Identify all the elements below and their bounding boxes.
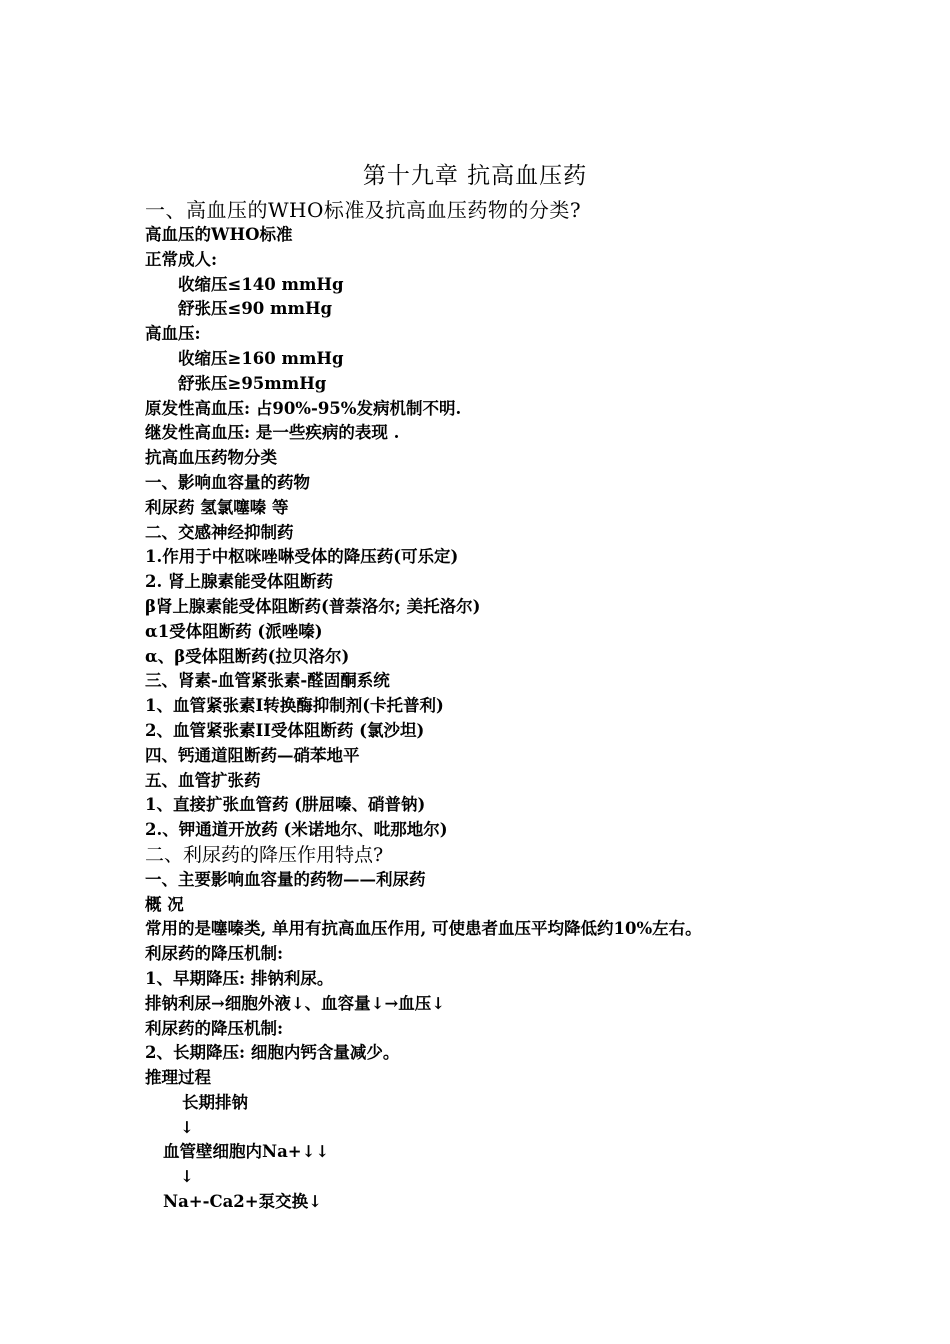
text-line: 2、长期降压: 细胞内钙含量减少。 [145,1043,400,1063]
text-line: 利尿药 氢氯噻嗪 等 [145,497,289,517]
text-line: 一、影响血容量的药物 [145,472,310,492]
text-line: 收缩压≤140 mmHg [178,274,344,294]
text-line: α1受体阻断药 (派唑嗪) [145,621,323,641]
text-line: 1、早期降压: 排钠利尿。 [145,968,334,988]
text-line: 推理过程 [145,1068,211,1088]
text-line: 1、直接扩张血管药 (肼屈嗪、硝普钠) [145,795,426,815]
text-line: 2. 肾上腺素能受体阻断药 [145,572,333,592]
text-line: β肾上腺素能受体阻断药(普萘洛尔; 美托洛尔) [145,596,481,616]
text-line: 概 况 [145,894,184,914]
text-line: 继发性高血压: 是一些疾病的表现 . [145,423,400,443]
text-line: 舒张压≤90 mmHg [178,299,333,319]
text-line: 舒张压≥95mmHg [178,373,327,393]
text-line: 三、肾素-血管紧张素-醛固酮系统 [145,671,390,691]
chapter-title: 第十九章 抗高血压药 [362,163,588,189]
text-line: 利尿药的降压机制: [145,1018,284,1038]
text-line: 血管壁细胞内Na+↓↓ [163,1142,330,1162]
text-line: ↓ [180,1117,194,1137]
text-line: 高血压: [145,324,201,344]
text-line: α、β受体阻断药(拉贝洛尔) [145,646,350,666]
text-line: 1.作用于中枢咪唑啉受体的降压药(可乐定) [145,547,459,567]
text-line: 1、血管紧张素I转换酶抑制剂(卡托普利) [145,696,444,716]
text-line: Na+-Ca2+泵交换↓ [163,1192,322,1212]
text-line: 原发性高血压: 占90%-95%发病机制不明. [145,398,462,418]
text-line: 二、交感神经抑制药 [145,522,294,542]
text-line: 常用的是噻嗪类, 单用有抗高血压作用, 可使患者血压平均降低约10%左右。 [145,919,702,939]
text-line: 正常成人: [145,249,218,269]
text-line: 一、主要影响血容量的药物——利尿药 [145,869,426,889]
document-body [145,197,925,1215]
text-line: 抗高血压药物分类 [145,448,277,468]
text-line: 利尿药的降压机制: [145,944,284,964]
text-line: 排钠利尿→细胞外液↓、血容量↓→血压↓ [145,993,446,1013]
text-line: 长期排钠 [182,1092,248,1112]
text-line: 2.、钾通道开放药 (米诺地尔、吡那地尔) [145,820,448,840]
text-line: 高血压的WHO标准 [145,225,293,244]
text-line: 一、高血压的WHO标准及抗高血压药物的分类? [145,198,582,222]
text-line: 2、血管紧张素II受体阻断药 (氯沙坦) [145,720,425,740]
text-line: 收缩压≥160 mmHg [178,348,344,368]
text-line: 五、血管扩张药 [145,770,261,790]
text-line: 二、利尿药的降压作用特点? [145,843,384,866]
text-line: 四、钙通道阻断药—硝苯地平 [145,745,360,765]
text-line: ↓ [180,1167,194,1187]
